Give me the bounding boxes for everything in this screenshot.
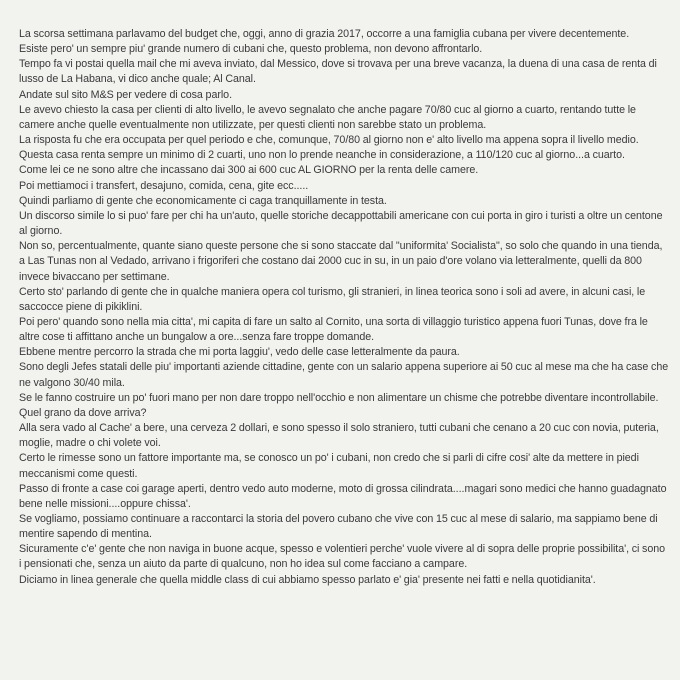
paragraph-jefes: Sono degli Jefes statali delle piu' importanti aziende cittadine, gente con un salario appena superiore ai 50 cuc al mese ma che ha case che ne valgono 30/40 mila. xyxy=(19,361,669,389)
paragraph-richiesta-casa: Le avevo chiesto la casa per clienti di alto livello, le avevo segnalato che anche pagare 70/80 cuc al giorno a cuarto, rentando tutte le camere anche quelle eventualmente non utilizzate, per questi clienti non sarebbe stato un problema. xyxy=(19,103,636,131)
paragraph-auto: Un discorso simile lo si puo' fare per chi ha un'auto, quelle storiche decappottabili americane con cui porta in giro i turisti a oltre un centone al giorno. xyxy=(19,209,663,238)
paragraph-sito: Andate sul sito M&S per vedere di cosa parlo. xyxy=(19,88,232,101)
paragraph-numero-cubani: Esiste pero' un sempre piu' grande numero di cubani che, questo problema, non devono affrontarlo. xyxy=(19,43,483,56)
paragraph-strada: Ebbene mentre percorro la strada che mi porta laggiu', vedo delle case letteralmente da paura. xyxy=(19,346,460,359)
paragraph-pensionati: Sicuramente c'e' gente che non naviga in buone acque, spesso e volentieri perche' vuole vivere al di sopra delle proprie possibilita', ci sono i pensionati che, senza un aiuto da parte di qualcuno, non ho idea sul come facciano a campare. xyxy=(19,543,666,571)
paragraph-domanda: Quel grano da dove arriva? xyxy=(19,406,147,419)
paragraph-cache: Alla sera vado al Cache' a bere, una cerveza 2 dollari, e sono spesso il solo straniero, tutti cubani che cenano a 20 cuc con novia, puteria, moglie, madre o chi volete voi. xyxy=(19,422,659,450)
paragraph-garage: Passo di fronte a case coi garage aperti, dentro vedo auto moderne, moto di grossa cilindrata....magari sono medici che hanno guadagnato bene nelle missioni....oppure chissa'. xyxy=(19,482,667,510)
paragraph-cuarti: Questa casa renta sempre un minimo di 2 cuarti, uno non lo prende neanche in considerazione, a 110/120 cuc al giorno...a cuarto. xyxy=(19,149,625,162)
paragraph-povero-cubano: Se vogliamo, possiamo continuare a raccontarci la storia del povero cubano che vive con 15 cuc al mese di salario, ma sappiamo bene di mentire sapendo di mentina. xyxy=(19,513,658,541)
paragraph-budget: La scorsa settimana parlavamo del budget che, oggi, anno di grazia 2017, occorre a una famiglia cubana per vivere decentemente. xyxy=(19,28,630,40)
paragraph-middle-class: Diciamo in linea generale che quella middle class di cui abbiamo spesso parlato e' gia' presente nei fatti e nella quotidianita'. xyxy=(19,573,596,586)
paragraph-gente: Quindi parliamo di gente che economicamente ci caga tranquillamente in testa. xyxy=(19,194,387,207)
paragraph-transfert: Poi mettiamoci i transfert, desajuno, comida, cena, gite ecc..... xyxy=(19,179,309,192)
paragraph-frigoriferi: Non so, percentualmente, quante siano queste persone che si sono staccate dal "uniformita' Socialista", so solo che quando in una tienda, a Las Tunas non al Vedado, arrivano i frigoriferi che costano dai 2000 cuc in su, in un paio d'ore volano via letteralmente, quelli da 800 invece bivaccano per settimane. xyxy=(19,240,663,283)
paragraph-chisme: Se le fanno costruire un po' fuori mano per non dare troppo nell'occhio e non alimentare un chisme che potrebbe diventare incontrollabile. xyxy=(19,391,659,404)
paragraph-risposta: La risposta fu che era occupata per quel periodo e che, comunque, 70/80 al giorno non e' alto livello ma appena sopra il livello medio. xyxy=(19,134,639,147)
paragraph-cornito: Poi pero' quando sono nella mia citta', mi capita di fare un salto al Cornito, una sorta di villaggio turistico appena fuori Tunas, dove fra le altre cose ti affittano anche un bungalow a ore...senza fare troppe domande. xyxy=(19,315,648,344)
paragraph-turismo: Certo sto' parlando di gente che in qualche maniera opera col turismo, gli stranieri, in linea teorica sono i soli ad avere, in alcuni casi, le saccocce piene di pikiklini. xyxy=(19,285,646,313)
paragraph-rimesse: Certo le rimesse sono un fattore importante ma, se conosco un po' i cubani, non credo che si parli di cifre cosi' alte da mettere in piedi meccanismi come questi. xyxy=(19,452,639,480)
paragraph-mail-messico: Tempo fa vi postai quella mail che mi aveva inviato, dal Messico, dove si trovava per una breve vacanza, la duena di una casa de renta di lusso de La Habana, vi dico anche quale; Al Canal. xyxy=(19,58,657,86)
paragraph-altre-case: Come lei ce ne sono altre che incassano dai 300 ai 600 cuc AL GIORNO per la renta delle camere. xyxy=(19,164,479,177)
